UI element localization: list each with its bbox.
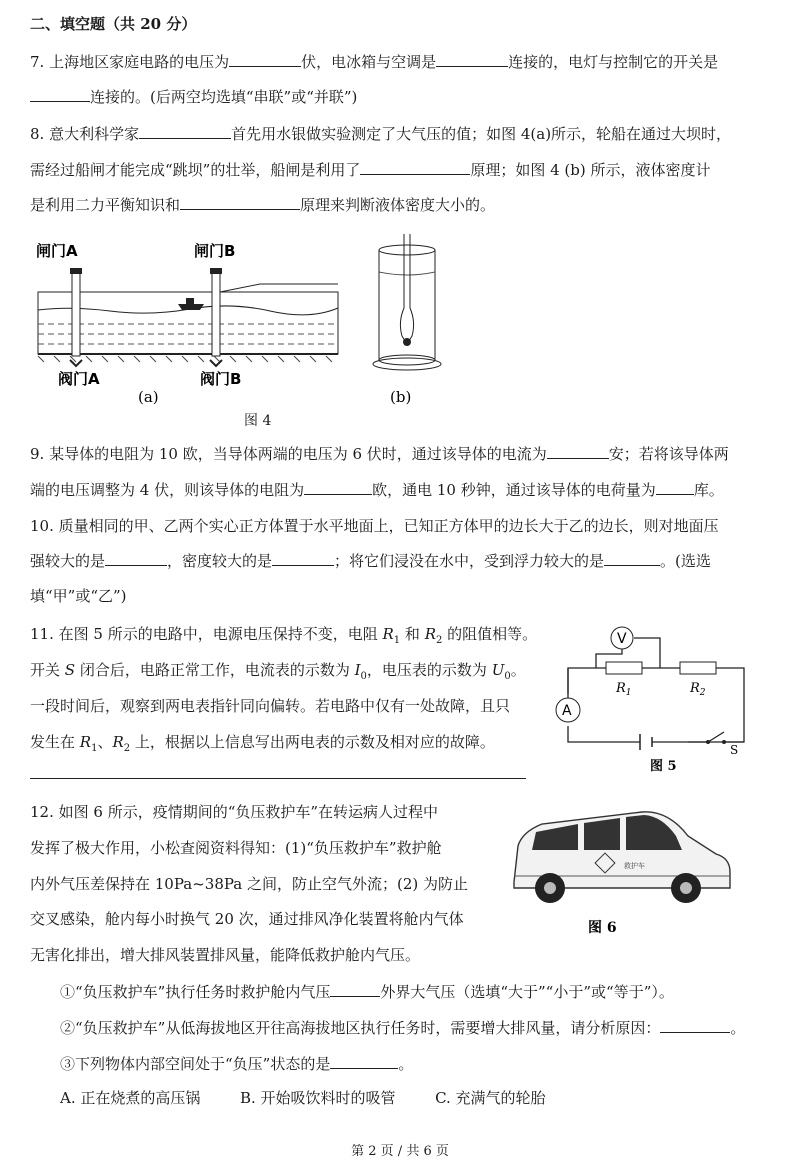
gate-b-label: 闸门B bbox=[194, 242, 236, 260]
question-10-line-2: 强较大的是 ，密度较大的是 ；将它们浸没在水中，受到浮力较大的是 。(选选 bbox=[30, 552, 711, 570]
answer-blank[interactable] bbox=[330, 1054, 398, 1069]
answer-blank[interactable] bbox=[330, 982, 380, 997]
answer-blank[interactable] bbox=[660, 1018, 730, 1033]
ship-icon bbox=[178, 304, 204, 310]
valve-b-label: 阀门B bbox=[200, 370, 242, 388]
figure-4-drawing bbox=[30, 232, 490, 432]
question-10-line-1: 10. 质量相同的甲、乙两个实心正方体置于水平地面上，已知正方体甲的边长大于乙的边长，则对地面压 bbox=[30, 517, 719, 535]
answer-blank[interactable] bbox=[272, 551, 334, 566]
answer-blank[interactable] bbox=[229, 52, 301, 67]
question-11-line-4: 发生在 $R_1$、$R_2$ 上，根据以上信息写出两电表的示数及相对应的故障。 bbox=[30, 733, 495, 754]
valve-a-label: 阀门A bbox=[58, 370, 100, 388]
figure-4b-label: (b) bbox=[390, 388, 412, 406]
figure-5 bbox=[548, 618, 768, 778]
figure-5-caption: 图 5 bbox=[650, 759, 677, 774]
hydrometer-diagram bbox=[373, 234, 441, 406]
figure-6 bbox=[492, 796, 752, 946]
question-10-line-3: 填“甲”或“乙”) bbox=[30, 587, 127, 605]
question-12-line-2: 发挥了极大作用，小松查阅资料得知：(1)“负压救护车”救护舱 bbox=[30, 839, 442, 857]
question-8-line-1: 8. 意大利科学家 首先用水银做实验测定了大气压的值；如图 4(a)所示，轮船在通过大坝时， bbox=[30, 125, 732, 143]
option-c[interactable]: C. 充满气的轮胎 bbox=[435, 1089, 546, 1107]
circuit-diagram bbox=[548, 618, 768, 778]
answer-blank[interactable] bbox=[180, 195, 300, 210]
answer-line[interactable] bbox=[30, 778, 526, 779]
valve-a bbox=[70, 360, 82, 366]
gate-a bbox=[72, 272, 80, 356]
answer-blank[interactable] bbox=[105, 551, 167, 566]
answer-blank[interactable] bbox=[656, 480, 694, 495]
question-11-line-3: 一段时间后，观察到两电表指针同向偏转。若电路中仅有一处故障，且只 bbox=[30, 697, 511, 715]
battery-icon bbox=[640, 734, 652, 750]
option-b[interactable]: B. 开始吸饮料时的吸管 bbox=[239, 1089, 396, 1107]
gate-a-label: 闸门A bbox=[36, 242, 78, 260]
question-8-line-3: 是利用二力平衡知识和 原理来判断液体密度大小的。 bbox=[30, 196, 496, 214]
section-title: 二、填空题（共 20 分） bbox=[30, 15, 197, 33]
question-7-line-1: 7. 上海地区家庭电路的电压为 伏，电冰箱与空调是 连接的，电灯与控制它的开关是 bbox=[30, 53, 719, 71]
voltmeter-label: V bbox=[617, 631, 627, 647]
question-8-line-2: 需经过船闸才能完成“跳坝”的壮举，船闸是利用了 原理；如图 4 (b) 所示，液体密度计 bbox=[30, 161, 711, 179]
answer-blank[interactable] bbox=[604, 551, 660, 566]
ammeter-label: A bbox=[562, 703, 572, 719]
ship-lock-diagram bbox=[36, 242, 338, 406]
answer-blank[interactable] bbox=[547, 444, 609, 459]
valve-b bbox=[210, 360, 222, 366]
question-9-line-2: 端的电压调整为 4 伏，则该导体的电阻为 欧，通电 10 秒钟，通过该导体的电荷量为 库。 bbox=[30, 481, 724, 499]
figure-4-caption: 图 4 bbox=[244, 413, 272, 429]
question-12-line-4: 交叉感染，舱内每小时换气 20 次，通过排风净化装置将舱内气体 bbox=[30, 910, 464, 928]
answer-blank[interactable] bbox=[30, 87, 90, 102]
vehicle-text: 救护车 bbox=[624, 862, 645, 870]
answer-blank[interactable] bbox=[360, 160, 470, 175]
page-footer: 第 2 页 / 共 6 页 bbox=[351, 1144, 449, 1159]
question-12-line-5: 无害化排出，增大排风装置排风量，能降低救护舱内气压。 bbox=[30, 946, 421, 964]
switch-label: S bbox=[730, 743, 739, 757]
answer-blank[interactable] bbox=[139, 124, 231, 139]
question-12-line-1: 12. 如图 6 所示，疫情期间的“负压救护车”在转运病人过程中 bbox=[30, 803, 439, 821]
question-7-line-2: 连接的。(后两空均选填“串联”或“并联”) bbox=[30, 87, 357, 107]
gate-b bbox=[212, 272, 220, 356]
question-12-part-2: ②“负压救护车”从低海拔地区开往高海拔地区执行任务时，需要增大排风量，请分析原因： 。 bbox=[60, 1019, 746, 1037]
resistor-r1 bbox=[606, 662, 642, 674]
question-12-line-3: 内外气压差保持在 10Pa~38Pa 之间，防止空气外流；(2) 为防止 bbox=[30, 875, 469, 893]
question-12-options bbox=[60, 1088, 546, 1108]
figure-4a-label: (a) bbox=[138, 388, 159, 406]
figure-4 bbox=[30, 232, 490, 432]
answer-blank[interactable] bbox=[436, 52, 508, 67]
question-11-line-2: 开关 S 闭合后，电路正常工作，电流表的示数为 $I_0$，电压表的示数为 $U_0$。 bbox=[30, 661, 526, 682]
answer-blank[interactable] bbox=[304, 480, 372, 495]
question-12-part-1: ①“负压救护车”执行任务时救护舱内气压 外界大气压（选填“大于”“小于”或“等于”）。 bbox=[60, 983, 674, 1001]
question-9-line-1: 9. 某导体的电阻为 10 欧，当导体两端的电压为 6 伏时，通过该导体的电流为 安；若将该导体两 bbox=[30, 445, 729, 463]
resistor-r2-label: $R_2$ bbox=[690, 681, 706, 698]
resistor-r2 bbox=[680, 662, 716, 674]
ambulance-drawing bbox=[492, 796, 752, 946]
question-11-line-1: 11. 在图 5 所示的电路中，电源电压保持不变，电阻 $R_1$ 和 $R_2$ 的阻值相等。 bbox=[30, 625, 538, 646]
resistor-r1-label: $R_1$ bbox=[616, 681, 632, 698]
question-12-part-3: ③下列物体内部空间处于“负压”状态的是 。 bbox=[60, 1055, 414, 1073]
option-a[interactable]: A. 正在烧煮的高压锅 bbox=[60, 1089, 201, 1107]
figure-6-caption: 图 6 bbox=[588, 920, 617, 936]
